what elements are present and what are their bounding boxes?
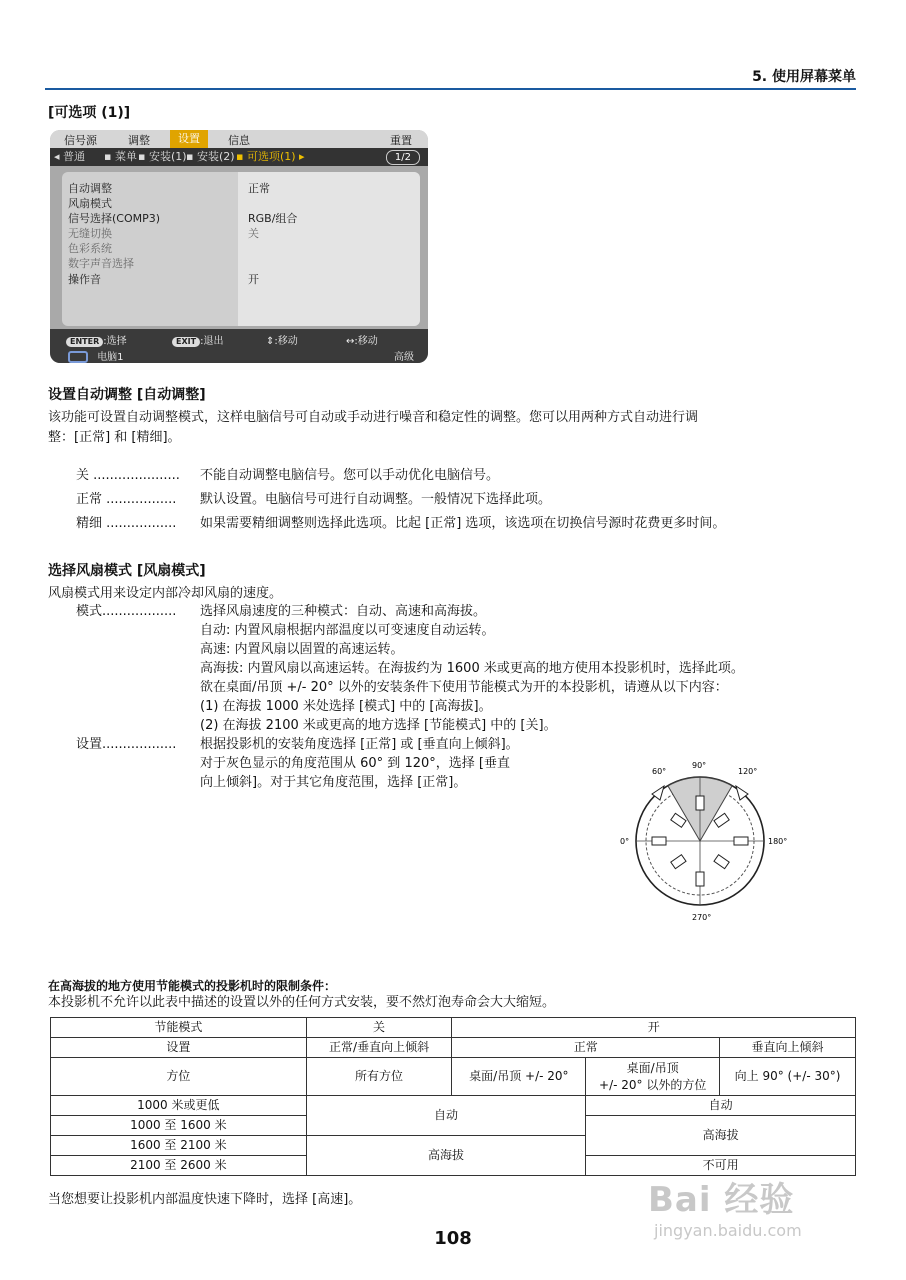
table-cell: 所有方位 (306, 1058, 452, 1096)
osd-subnav (50, 148, 428, 166)
enter-hint-label: :选择 (103, 336, 127, 347)
exit-key-icon: EXIT (172, 337, 200, 347)
projector-ur-icon (714, 813, 729, 827)
auto-adjust-heading: 设置自动调整 [自动调整] (48, 387, 206, 403)
fan-setting-line: 根据投影机的安装角度选择 [正常] 或 [垂直向上倾斜]。 (200, 737, 519, 752)
tab-setup[interactable]: 设置 (170, 130, 208, 148)
menu-value-beep: 开 (248, 273, 259, 286)
fan-mode-line: (2) 在海拔 2100 米或更高的地方选择 [节能模式] 中的 [关]。 (200, 718, 557, 733)
source-indicator (68, 348, 124, 363)
table-row (51, 1096, 856, 1116)
fan-mode-line: 欲在桌面/吊顶 +/- 20° 以外的安装条件下使用节能模式为开的本投影机，请遵从以下内容： (200, 680, 728, 695)
source-name: 电脑1 (97, 352, 124, 363)
monitor-icon (68, 351, 88, 363)
subtab-install1-label: 安装(1) (148, 150, 187, 163)
diagram-label-270: 270° (692, 913, 712, 922)
enter-key-icon: ENTER (66, 337, 103, 347)
restriction-heading: 在高海拔的地方使用节能模式的投影机时的限制条件： (48, 979, 337, 993)
table-cell-line: 桌面/吊顶 (626, 1060, 679, 1075)
table-cell-line: +/- 20° 以外的方位 (599, 1077, 707, 1092)
menu-level: 高级 (394, 352, 414, 363)
table-cell: 正常/垂直向上倾斜 (306, 1038, 452, 1058)
osd-tab-bar (50, 130, 428, 148)
table-cell: 自动 (306, 1096, 586, 1136)
projector-up-icon (696, 796, 704, 810)
projector-lr-icon (714, 855, 729, 869)
table-cell: 1600 至 2100 米 (51, 1136, 307, 1156)
diagram-label-0: 0° (620, 837, 630, 846)
table-cell: 自动 (586, 1096, 856, 1116)
arrow-120-icon (736, 786, 748, 800)
watermark-brand: Bai 经验 (648, 1180, 795, 1220)
section-title: [可选项 (1)] (48, 105, 131, 121)
updown-hint: ⇕:移动 (266, 336, 298, 347)
diagram-label-60: 60° (652, 767, 667, 776)
page-number: 108 (434, 1228, 472, 1249)
menu-item-seamless: 无缝切换 (68, 227, 112, 240)
exit-hint (172, 332, 223, 347)
enter-hint (66, 332, 127, 347)
tab-info[interactable]: 信息 (228, 134, 250, 147)
tab-source[interactable]: 信号源 (64, 134, 97, 147)
table-cell: 设置 (51, 1038, 307, 1058)
auto-adjust-desc (48, 408, 858, 448)
auto-adjust-option-term: 关 ..................... (76, 468, 180, 483)
menu-item-fan-mode[interactable]: 风扇模式 (68, 197, 112, 210)
subtab-install2[interactable]: ▪ 安装(2) (186, 150, 235, 163)
menu-item-digital-audio: 数字声音选择 (68, 257, 134, 270)
fan-mode-line: 高速: 内置风扇以固置的高速运转。 (200, 642, 404, 657)
menu-item-beep[interactable]: 操作音 (68, 273, 101, 286)
leftright-hint: ↔:移动 (346, 336, 378, 347)
subtab-options1-label: 可选项(1) ▸ (246, 150, 305, 163)
fan-mode-heading: 选择风扇模式 [风扇模式] (48, 563, 206, 579)
table-cell: 向上 90° (+/- 30°) (720, 1058, 856, 1096)
projector-left-icon (652, 837, 666, 845)
diagram-label-180: 180° (768, 837, 788, 846)
subtab-options1[interactable]: ▪ 可选项(1) ▸ (236, 150, 305, 163)
auto-adjust-option-term: 精细 ................. (76, 516, 177, 531)
menu-item-color-system: 色彩系统 (68, 242, 112, 255)
subtab-menu-label: 菜单 (114, 150, 137, 163)
projector-ul-icon (671, 813, 686, 827)
table-cell: 1000 至 1600 米 (51, 1116, 307, 1136)
auto-adjust-option-term: 正常 ................. (76, 492, 177, 507)
tab-reset[interactable]: 重置 (390, 134, 412, 147)
arrow-60-icon (652, 786, 664, 800)
fan-mode-line: 选择风扇速度的三种模式：自动、高速和高海拔。 (200, 604, 487, 619)
table-cell: 正常 (452, 1038, 720, 1058)
page-badge: 1/2 (386, 150, 420, 165)
fan-mode-line: 高海拔: 内置风扇以高速运转。在海拔约为 1600 米或更高的地方使用本投影机时，选择此项。 (200, 661, 744, 676)
table-row (51, 1058, 856, 1096)
table-row (51, 1018, 856, 1038)
fan-mode-line: 自动: 内置风扇根据内部温度以可变速度自动运转。 (200, 623, 495, 638)
menu-item-auto-adjust[interactable]: 自动调整 (68, 182, 112, 195)
diagram-label-120: 120° (738, 767, 758, 776)
fan-setting-line: 向上倾斜]。对于其它角度范围，选择 [正常]。 (200, 775, 467, 790)
table-cell: 桌面/吊顶 +/- 20° (452, 1058, 586, 1096)
exit-hint-label: :退出 (200, 336, 224, 347)
auto-adjust-option-text: 如果需要精细调整则选择此选项。比起 [正常] 选项，该选项在切换信号源时花费更多时间。 (200, 516, 726, 531)
restriction-table (50, 1017, 856, 1176)
restriction-desc: 本投影机不允许以此表中描述的设置以外的任何方式安装，要不然灯泡寿命会大大缩短。 (48, 995, 556, 1010)
subtab-basic[interactable]: ◂ 普通 (54, 150, 86, 163)
angle-diagram (612, 756, 812, 926)
auto-adjust-desc-line2: 整：[正常] 和 [精细]。 (48, 430, 181, 445)
menu-value-signal-select: RGB/组合 (248, 212, 298, 225)
auto-adjust-option-text: 不能自动调整电脑信号。您可以手动优化电脑信号。 (200, 468, 500, 483)
osd-menu (50, 130, 428, 363)
table-cell: 2100 至 2600 米 (51, 1156, 307, 1176)
table-cell: 关 (306, 1018, 452, 1038)
fan-mode-intro: 风扇模式用来设定内部冷却风扇的速度。 (48, 586, 283, 601)
subtab-install1[interactable]: ▪ 安装(1) (138, 150, 187, 163)
table-cell: 方位 (51, 1058, 307, 1096)
menu-value-auto-adjust: 正常 (248, 182, 270, 195)
subtab-install2-label: 安装(2) (196, 150, 235, 163)
projector-down-icon (696, 872, 704, 886)
fan-mode-term: 模式.................. (76, 604, 177, 619)
osd-footer (50, 329, 428, 363)
table-cell: 不可用 (586, 1156, 856, 1176)
watermark (648, 1172, 802, 1240)
chapter-rule (45, 88, 856, 90)
fan-setting-line: 对于灰色显示的角度范围从 60° 到 120°，选择 [垂直 (200, 756, 510, 771)
tab-adjust[interactable]: 调整 (128, 134, 150, 147)
closing-note: 当您想要让投影机内部温度快速下降时，选择 [高速]。 (48, 1192, 362, 1207)
table-cell: 开 (452, 1018, 856, 1038)
menu-item-signal-select[interactable]: 信号选择(COMP3) (68, 212, 161, 225)
table-cell: 1000 米或更低 (51, 1096, 307, 1116)
auto-adjust-desc-line1: 该功能可设置自动调整模式，这样电脑信号可自动或手动进行噪音和稳定性的调整。您可以用两种方式自动进行调 (48, 410, 699, 425)
table-cell: 垂直向上倾斜 (720, 1038, 856, 1058)
table-row (51, 1038, 856, 1058)
table-cell: 节能模式 (51, 1018, 307, 1038)
table-cell: 高海拔 (586, 1116, 856, 1156)
table-cell: 高海拔 (306, 1136, 586, 1176)
menu-value-seamless: 关 (248, 227, 259, 240)
table-cell (586, 1058, 720, 1096)
projector-ll-icon (671, 855, 686, 869)
chapter-title: 5. 使用屏幕菜单 (752, 69, 856, 85)
fan-setting-term: 设置.................. (76, 737, 177, 752)
subtab-menu[interactable]: ▪ 菜单 (104, 150, 137, 163)
auto-adjust-option-text: 默认设置。电脑信号可进行自动调整。一般情况下选择此项。 (200, 492, 552, 507)
diagram-label-90: 90° (692, 761, 707, 770)
fan-mode-line: (1) 在海拔 1000 米处选择 [模式] 中的 [高海拔]。 (200, 699, 492, 714)
projector-right-icon (734, 837, 748, 845)
watermark-url: jingyan.baidu.com (654, 1221, 802, 1240)
